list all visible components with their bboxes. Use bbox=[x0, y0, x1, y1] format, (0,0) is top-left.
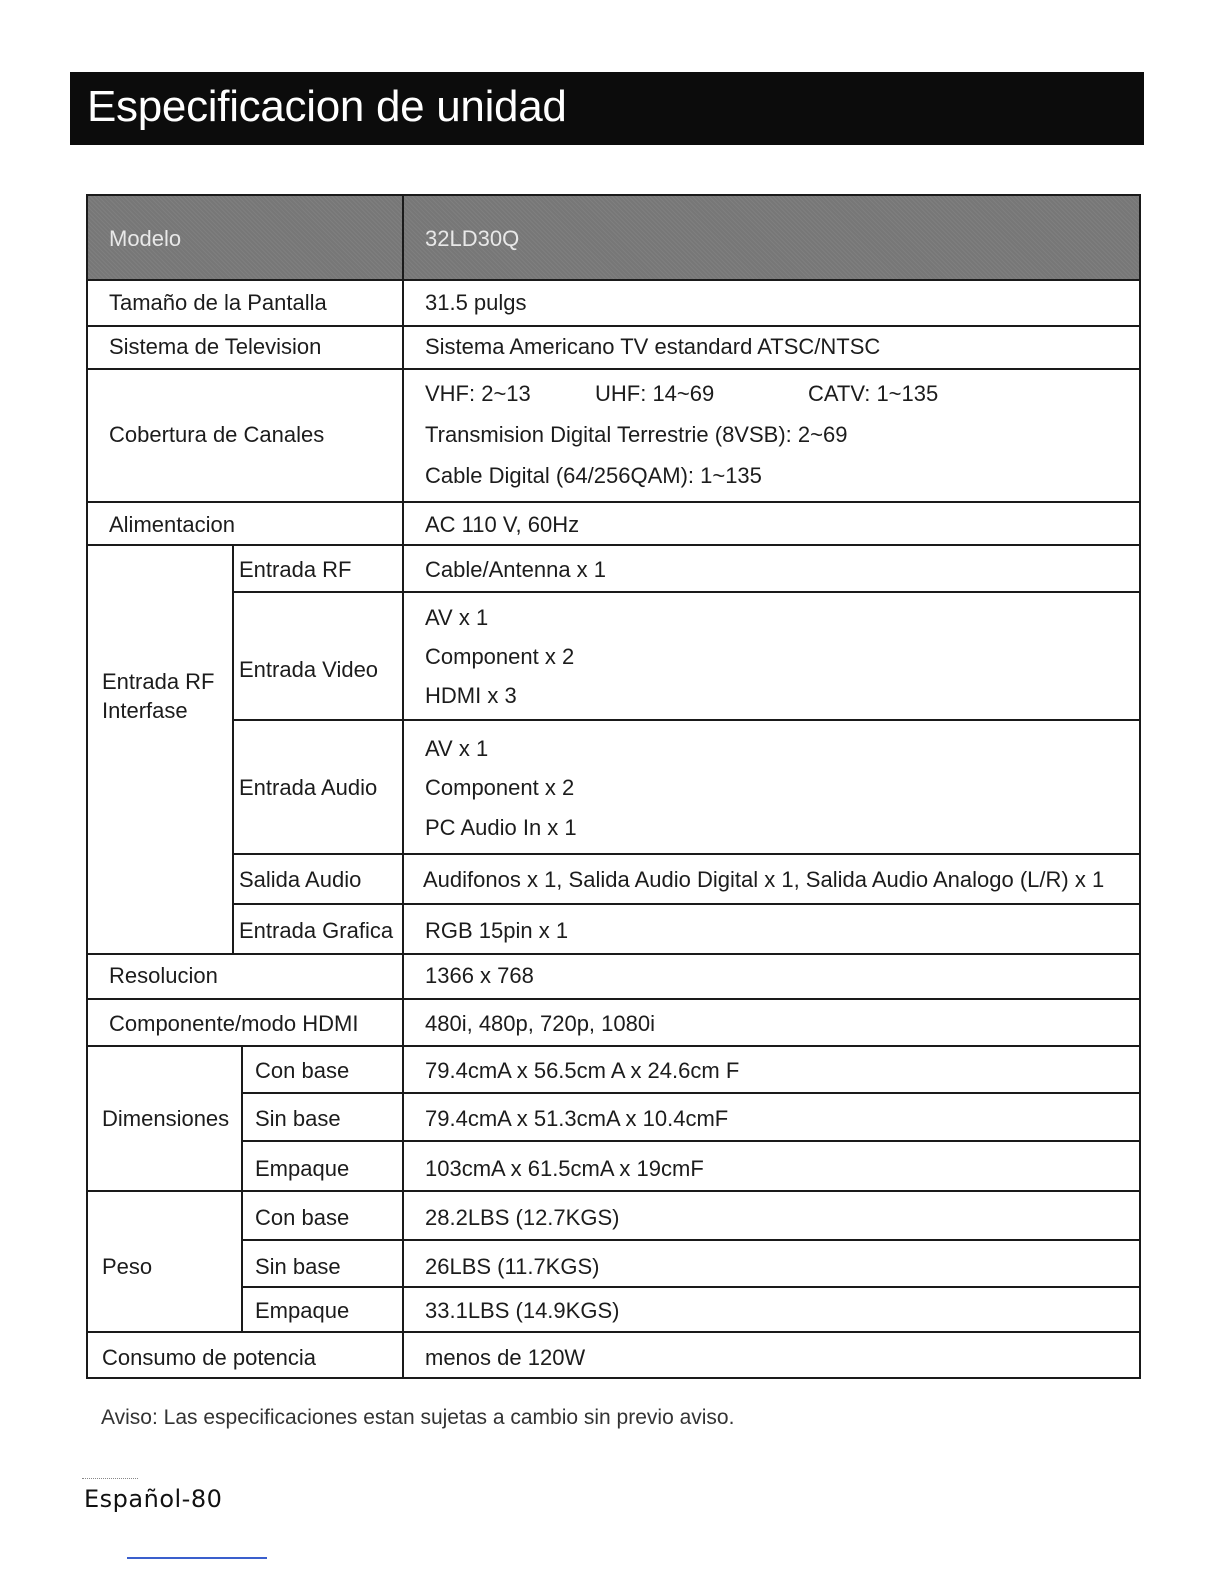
dimensions-with-stand-value: 79.4cmA x 56.5cm A x 24.6cm F bbox=[425, 1058, 740, 1083]
hdmi-mode-value: 480i, 480p, 720p, 1080i bbox=[425, 1011, 655, 1036]
audio-input-label: Entrada Audio bbox=[239, 775, 378, 800]
dimensions-package-label: Empaque bbox=[255, 1156, 350, 1181]
screen-size-label: Tamaño de la Pantalla bbox=[109, 290, 327, 315]
video-input-line: AV x 1 bbox=[425, 605, 489, 630]
dim-weight-sub-divider bbox=[241, 1045, 243, 1331]
page-number: Español-80 bbox=[84, 1485, 223, 1513]
channel-coverage-label: Cobertura de Canales bbox=[109, 422, 325, 447]
channel-vhf: VHF: 2~13 bbox=[425, 381, 531, 406]
weight-without-stand-label: Sin base bbox=[255, 1254, 341, 1279]
table-row-divider bbox=[88, 279, 1139, 281]
weight-package-value: 33.1LBS (14.9KGS) bbox=[425, 1298, 620, 1323]
table-row-divider bbox=[88, 998, 1139, 1000]
video-input-line: Component x 2 bbox=[425, 644, 575, 669]
interface-label-line1: Entrada RF bbox=[102, 669, 215, 694]
table-row-divider bbox=[88, 368, 1139, 370]
table-row-divider bbox=[241, 1239, 1139, 1241]
rf-input-value: Cable/Antenna x 1 bbox=[425, 557, 607, 582]
header-model-value: 32LD30Q bbox=[425, 226, 520, 251]
dimensions-with-stand-label: Con base bbox=[255, 1058, 350, 1083]
resolution-value: 1366 x 768 bbox=[425, 963, 534, 988]
video-input-label: Entrada Video bbox=[239, 657, 379, 682]
page-title: Especificacion de unidad bbox=[87, 82, 567, 131]
channel-cable: Cable Digital (64/256QAM): 1~135 bbox=[425, 463, 762, 488]
audio-output-label: Salida Audio bbox=[239, 867, 362, 892]
table-row-divider bbox=[232, 853, 1139, 855]
table-row-divider bbox=[232, 719, 1139, 721]
power-consumption-value: menos de 120W bbox=[425, 1345, 586, 1370]
dimensions-without-stand-label: Sin base bbox=[255, 1106, 341, 1131]
table-row-divider bbox=[232, 903, 1139, 905]
table-row-divider bbox=[241, 1092, 1139, 1094]
graphic-input-value: RGB 15pin x 1 bbox=[425, 918, 569, 943]
table-row-divider bbox=[88, 544, 1139, 546]
channel-uhf: UHF: 14~69 bbox=[595, 381, 715, 406]
power-consumption-label: Consumo de potencia bbox=[102, 1345, 317, 1370]
dimensions-package-value: 103cmA x 61.5cmA x 19cmF bbox=[425, 1156, 704, 1181]
power-supply-label: Alimentacion bbox=[109, 512, 235, 537]
audio-input-line: AV x 1 bbox=[425, 736, 489, 761]
tv-system-value: Sistema Americano TV estandard ATSC/NTSC bbox=[425, 334, 881, 359]
footer-rule bbox=[127, 1557, 267, 1559]
table-row-divider bbox=[88, 325, 1139, 327]
column-divider bbox=[402, 196, 404, 1377]
table-row-divider bbox=[241, 1286, 1139, 1288]
weight-with-stand-label: Con base bbox=[255, 1205, 350, 1230]
resolution-label: Resolucion bbox=[109, 963, 218, 988]
channel-catv: CATV: 1~135 bbox=[808, 381, 939, 406]
spec-table-header bbox=[88, 196, 1139, 280]
weight-without-stand-value: 26LBS (11.7KGS) bbox=[425, 1254, 600, 1279]
channel-terrestrial: Transmision Digital Terrestrie (8VSB): 2~69 bbox=[425, 422, 848, 447]
table-row-divider bbox=[232, 591, 1139, 593]
rf-input-label: Entrada RF bbox=[239, 557, 352, 582]
weight-label: Peso bbox=[102, 1254, 153, 1279]
header-model-label: Modelo bbox=[109, 226, 182, 251]
interface-sub-divider bbox=[232, 544, 234, 953]
table-row-divider bbox=[88, 953, 1139, 955]
audio-output-value: Audifonos x 1, Salida Audio Digital x 1, Salida Audio Analogo (L/R) x 1 bbox=[423, 867, 1105, 892]
video-input-line: HDMI x 3 bbox=[425, 683, 517, 708]
table-row-divider bbox=[88, 1331, 1139, 1333]
audio-input-line: Component x 2 bbox=[425, 775, 575, 800]
dimensions-without-stand-value: 79.4cmA x 51.3cmA x 10.4cmF bbox=[425, 1106, 729, 1131]
graphic-input-label: Entrada Grafica bbox=[239, 918, 394, 943]
page-title-bar bbox=[70, 72, 1144, 145]
weight-package-label: Empaque bbox=[255, 1298, 350, 1323]
spec-table bbox=[86, 194, 1141, 1379]
table-row-divider bbox=[241, 1140, 1139, 1142]
tv-system-label: Sistema de Television bbox=[109, 334, 322, 359]
table-row-divider bbox=[88, 501, 1139, 503]
hdmi-mode-label: Componente/modo HDMI bbox=[109, 1011, 359, 1036]
spec-notice: Aviso: Las especificaciones estan sujetas a cambio sin previo aviso. bbox=[101, 1406, 735, 1429]
footer-divider bbox=[82, 1478, 138, 1479]
interface-label-line2: Interfase bbox=[102, 698, 188, 723]
power-supply-value: AC 110 V, 60Hz bbox=[425, 512, 580, 537]
audio-input-line: PC Audio In x 1 bbox=[425, 815, 577, 840]
dimensions-label: Dimensiones bbox=[102, 1106, 230, 1131]
weight-with-stand-value: 28.2LBS (12.7KGS) bbox=[425, 1205, 620, 1230]
screen-size-value: 31.5 pulgs bbox=[425, 290, 527, 315]
table-row-divider bbox=[88, 1190, 1139, 1192]
table-row-divider bbox=[88, 1045, 1139, 1047]
